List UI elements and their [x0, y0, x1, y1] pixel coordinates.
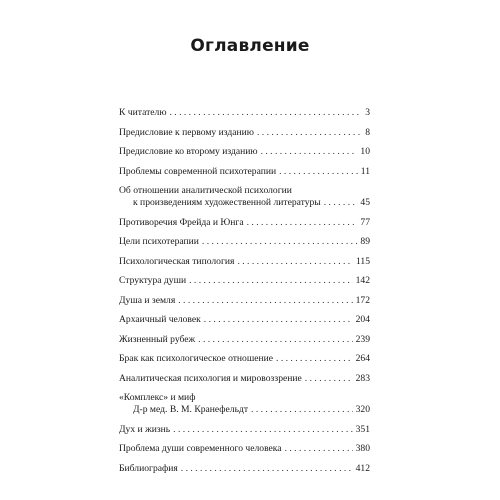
toc-page-number: 204	[355, 314, 370, 325]
toc-entry	[119, 185, 370, 209]
toc-page-number: 89	[360, 236, 370, 247]
toc-leader-dots	[251, 404, 353, 416]
toc-entry	[119, 295, 370, 307]
toc-page-number: 10	[360, 146, 370, 157]
toc-leader-dots	[276, 353, 353, 365]
toc-entry-title: Брак как психологическое отношение	[119, 353, 274, 364]
toc-entry-title: Дух и жизнь	[119, 423, 171, 435]
toc-leader-dots	[279, 166, 358, 178]
toc-page-number: 3	[365, 107, 370, 118]
toc-entry	[119, 256, 370, 268]
toc-entry-title: Предисловие ко второму изданию	[119, 146, 258, 157]
toc-entry-title: Библиография	[119, 462, 178, 474]
toc-entry-title: Архаичный человек	[119, 314, 201, 325]
toc-entry-title: Цели психотерапии	[119, 236, 199, 247]
toc-leader-dots	[237, 256, 353, 268]
toc-entry	[119, 334, 370, 346]
toc-leader-dots	[285, 443, 353, 455]
toc-leader-dots	[169, 107, 362, 119]
toc-entry	[119, 217, 370, 229]
toc-entry-title: Психологическая типология	[119, 255, 235, 267]
toc-entry-title: Структура души	[119, 275, 187, 286]
toc-entry	[119, 373, 370, 385]
toc-entry-title: Проблемы современной психотерапии	[119, 165, 277, 177]
toc-page-number: 283	[355, 372, 370, 384]
toc-leader-dots	[198, 334, 352, 346]
toc-leader-dots	[305, 373, 353, 385]
table-of-contents	[119, 107, 370, 482]
toc-entry	[119, 127, 370, 139]
toc-page-number: 142	[355, 275, 370, 286]
toc-entry	[119, 146, 370, 158]
toc-entry-title: Противоречия Фрейда и Юнга	[119, 216, 244, 228]
toc-entry-title: К читателю	[119, 107, 167, 118]
toc-entry	[119, 107, 370, 119]
toc-entry	[119, 424, 370, 436]
toc-entry-title: Жизненный рубеж	[119, 333, 196, 345]
toc-entry-subtitle: к произведениям художественной литературы	[133, 197, 321, 208]
toc-page-number: 8	[365, 126, 370, 138]
page-title: Оглавление	[190, 36, 310, 56]
toc-entry-title: Об отношении аналитической психологии	[119, 185, 292, 196]
toc-page-number: 412	[355, 462, 370, 474]
toc-entry-title: Предисловие к первому изданию	[119, 126, 254, 138]
toc-page-number: 172	[355, 294, 370, 306]
toc-page-number: 77	[360, 216, 370, 228]
toc-entry	[119, 236, 370, 248]
toc-entry	[119, 314, 370, 326]
toc-entry	[119, 392, 370, 416]
toc-entry	[119, 353, 370, 365]
toc-page-number: 239	[355, 333, 370, 345]
toc-page-number: 320	[355, 404, 370, 415]
toc-leader-dots	[261, 146, 358, 158]
toc-leader-dots	[173, 424, 352, 436]
toc-leader-dots	[181, 463, 353, 475]
toc-leader-dots	[202, 236, 357, 248]
toc-entry-subtitle: Д-р мед. В. М. Кранефельдт	[133, 404, 249, 415]
toc-page-number: 11	[360, 165, 370, 177]
toc-entry-title: «Комплекс» и миф	[119, 392, 196, 403]
toc-leader-dots	[178, 295, 352, 307]
toc-page-number: 264	[355, 353, 370, 364]
toc-entry	[119, 463, 370, 475]
toc-entry	[119, 275, 370, 287]
toc-entry-title: Аналитическая психология и мировоззрение	[119, 372, 302, 384]
toc-leader-dots	[189, 275, 353, 287]
toc-entry	[119, 166, 370, 178]
toc-entry	[119, 443, 370, 455]
toc-page-number: 115	[355, 255, 370, 267]
toc-page-number: 380	[355, 443, 370, 454]
toc-leader-dots	[204, 314, 353, 326]
toc-page-number: 351	[355, 423, 370, 435]
toc-page-number: 45	[360, 197, 370, 208]
toc-leader-dots	[257, 127, 362, 139]
toc-entry-title: Проблема души современного человека	[119, 443, 282, 454]
toc-entry-title: Душа и земля	[119, 294, 176, 306]
toc-leader-dots	[247, 217, 358, 229]
toc-leader-dots	[324, 197, 358, 209]
